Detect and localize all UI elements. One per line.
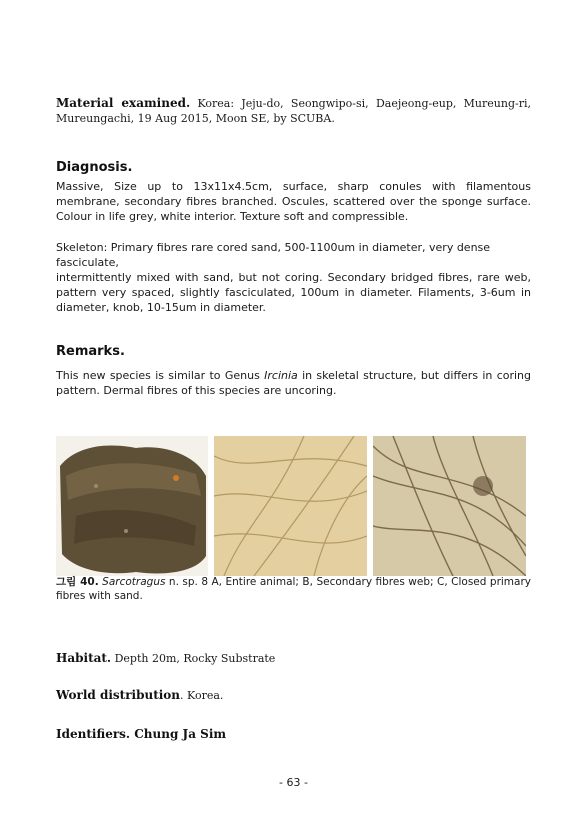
diagnosis-paragraph-1: Massive, Size up to 13x11x4.5cm, surface, sharp conules with filamentous membrane, secondary fibres branched. Oscules, scattered over the sponge surface. Colour in life grey, white interior. Texture soft and compressible.: [56, 180, 531, 223]
distribution-text: . Korea.: [180, 689, 224, 702]
skeleton-line-2: intermittently mixed with sand, but not coring. Secondary bridged fibres, rare web, pattern very spaced, slightly fasciculated, 100um in diameter. Filaments, 3-6um in diameter, knob, 10-15um in diameter.: [56, 271, 531, 314]
material-examined-section: [56, 96, 531, 126]
remarks-section: [56, 344, 531, 398]
habitat-label: Habitat.: [56, 651, 112, 665]
figure-photo-b: [214, 436, 367, 576]
genus-name: Ircinia: [264, 369, 298, 382]
identifiers-label: Identifiers. Chung Ja Sim: [56, 727, 227, 741]
diagnosis-section: [56, 160, 531, 224]
page-number: - 63 -: [279, 776, 308, 789]
primary-fibres-photo: [373, 436, 526, 576]
distribution-section: [56, 688, 531, 703]
secondary-fibres-photo: [214, 436, 367, 576]
habitat-text: Depth 20m, Rocky Substrate: [111, 652, 276, 665]
figure-caption-text: n. sp. 8 A, Entire animal; B, Secondary fibres web; C, Closed primary fibres with sand.: [56, 576, 531, 602]
distribution-label: World distribution: [56, 688, 181, 702]
figure-label: 그림 40.: [56, 576, 99, 588]
figure-caption: [56, 575, 531, 603]
sponge-photo: [56, 436, 208, 576]
diagnosis-heading: Diagnosis.: [56, 160, 133, 175]
figure-photo-a: [56, 436, 208, 576]
remarks-heading: Remarks.: [56, 344, 125, 359]
remarks-text: This new species is similar to Genus Ircinia in skeletal structure, but differs in coring pattern. Dermal fibres of this species are uncoring.: [56, 369, 532, 397]
material-examined-label: Material examined.: [56, 96, 191, 110]
skeleton-line-1: Skeleton: Primary fibres rare cored sand, 500-1100um in diameter, very dense fasciculate,: [56, 241, 491, 269]
habitat-section: [56, 651, 531, 666]
figure-photo-c: [373, 436, 526, 576]
material-examined-text: Korea: Jeju-do, Seongwipo-si, Daejeong-eup, Mureung-ri, Mureungachi, 19 Aug 2015, Moon SE, by SCUBA.: [56, 97, 531, 125]
figure-species: Sarcotragus: [102, 576, 166, 588]
skeleton-section: [56, 240, 531, 315]
identifiers-section: [56, 727, 531, 742]
